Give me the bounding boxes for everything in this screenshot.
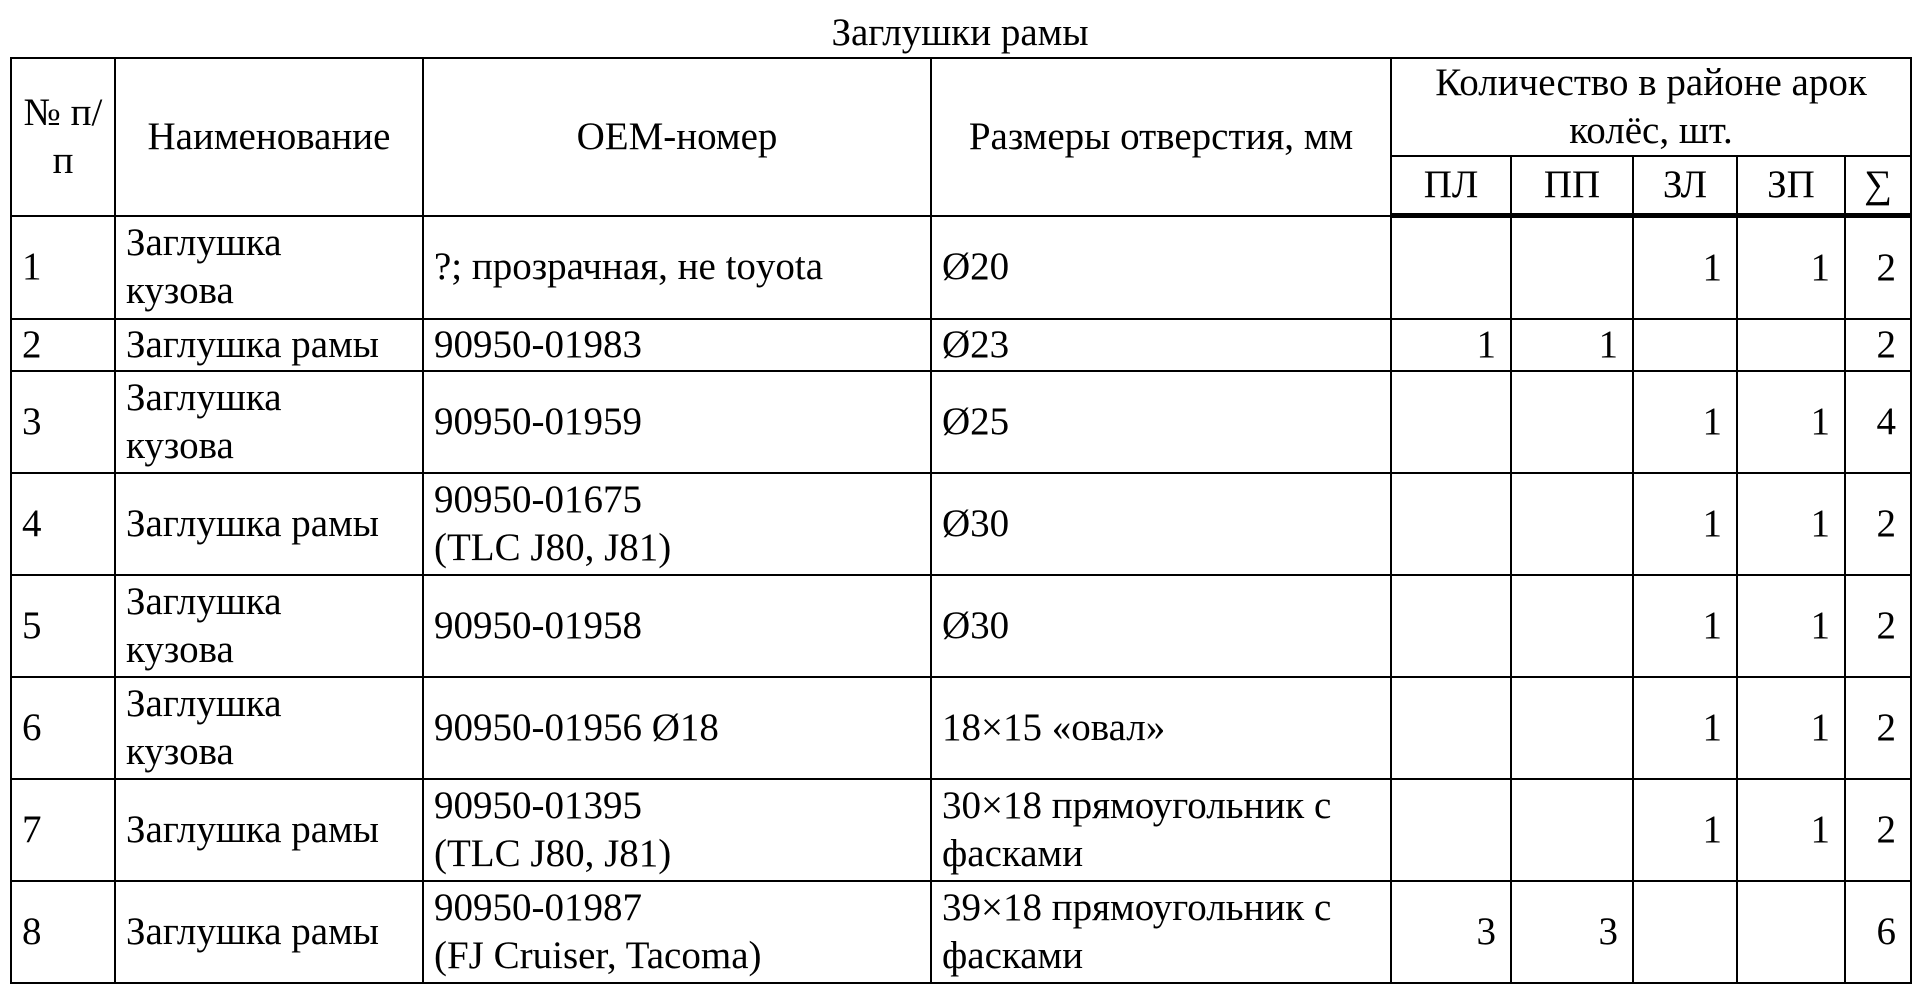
table-row xyxy=(11,881,1911,983)
row-hole-size: 39×18 прямоугольник с фасками xyxy=(931,881,1391,983)
row-index: 8 xyxy=(11,881,115,983)
row-name: Заглушка кузова xyxy=(115,677,423,779)
header-quantity-group: Количество в районе арок колёс, шт. xyxy=(1391,58,1911,156)
row-qty-pl xyxy=(1391,216,1511,320)
row-oem-number: 90950-01987 (FJ Cruiser, Tacoma) xyxy=(423,881,931,983)
row-hole-size: Ø20 xyxy=(931,216,1391,320)
row-oem-number: 90950-01983 xyxy=(423,319,931,371)
row-hole-size: 18×15 «овал» xyxy=(931,677,1391,779)
header-name: Наименование xyxy=(115,58,423,216)
row-name: Заглушка рамы xyxy=(115,779,423,881)
row-qty-pl xyxy=(1391,473,1511,575)
row-hole-size: 30×18 прямоугольник с фасками xyxy=(931,779,1391,881)
row-name: Заглушка рамы xyxy=(115,473,423,575)
row-qty-zl xyxy=(1633,881,1737,983)
row-qty-pl: 1 xyxy=(1391,319,1511,371)
row-index: 6 xyxy=(11,677,115,779)
row-index: 7 xyxy=(11,779,115,881)
header-oem: OEM-номер xyxy=(423,58,931,216)
row-qty-zp: 1 xyxy=(1737,575,1845,677)
row-qty-zp: 1 xyxy=(1737,216,1845,320)
row-index: 5 xyxy=(11,575,115,677)
row-qty-pp: 1 xyxy=(1511,319,1633,371)
row-hole-size: Ø30 xyxy=(931,575,1391,677)
row-oem-number: 90950-01958 xyxy=(423,575,931,677)
row-hole-size: Ø23 xyxy=(931,319,1391,371)
table-caption: Заглушки рамы xyxy=(831,11,1089,54)
table-row xyxy=(11,473,1911,575)
row-qty-pl: 3 xyxy=(1391,881,1511,983)
row-qty-zp: 1 xyxy=(1737,779,1845,881)
row-name: Заглушка кузова xyxy=(115,575,423,677)
row-qty-sum: 2 xyxy=(1845,575,1911,677)
row-qty-zp xyxy=(1737,881,1845,983)
header-index: № п/п xyxy=(11,58,115,216)
row-qty-zp: 1 xyxy=(1737,473,1845,575)
table-row xyxy=(11,779,1911,881)
header-qty-zl: ЗЛ xyxy=(1633,156,1737,216)
header-qty-pl: ПЛ xyxy=(1391,156,1511,216)
row-qty-zl xyxy=(1633,319,1737,371)
row-qty-pp xyxy=(1511,371,1633,473)
row-qty-pl xyxy=(1391,677,1511,779)
row-name: Заглушка кузова xyxy=(115,371,423,473)
row-qty-pl xyxy=(1391,575,1511,677)
row-index: 3 xyxy=(11,371,115,473)
row-qty-pp xyxy=(1511,216,1633,320)
row-qty-zp xyxy=(1737,319,1845,371)
row-qty-pl xyxy=(1391,779,1511,881)
row-qty-sum: 2 xyxy=(1845,473,1911,575)
row-oem-number: 90950-01395 (TLC J80, J81) xyxy=(423,779,931,881)
header-qty-sum: ∑ xyxy=(1845,156,1911,216)
row-qty-sum: 6 xyxy=(1845,881,1911,983)
row-qty-zl: 1 xyxy=(1633,677,1737,779)
row-qty-sum: 2 xyxy=(1845,779,1911,881)
row-hole-size: Ø25 xyxy=(931,371,1391,473)
row-qty-pp xyxy=(1511,473,1633,575)
row-qty-zl: 1 xyxy=(1633,779,1737,881)
row-qty-zl: 1 xyxy=(1633,575,1737,677)
table-row xyxy=(11,319,1911,371)
row-qty-sum: 2 xyxy=(1845,677,1911,779)
row-qty-zp: 1 xyxy=(1737,677,1845,779)
header-qty-zp: ЗП xyxy=(1737,156,1845,216)
row-name: Заглушка рамы xyxy=(115,319,423,371)
table-row xyxy=(11,371,1911,473)
row-hole-size: Ø30 xyxy=(931,473,1391,575)
row-index: 1 xyxy=(11,216,115,320)
row-qty-sum: 4 xyxy=(1845,371,1911,473)
row-oem-number: 90950-01675 (TLC J80, J81) xyxy=(423,473,931,575)
table-row xyxy=(11,216,1911,320)
row-qty-sum: 2 xyxy=(1845,216,1911,320)
table-row xyxy=(11,575,1911,677)
row-index: 2 xyxy=(11,319,115,371)
row-qty-pp xyxy=(1511,779,1633,881)
row-name: Заглушка рамы xyxy=(115,881,423,983)
row-qty-pp xyxy=(1511,575,1633,677)
row-qty-zl: 1 xyxy=(1633,216,1737,320)
row-qty-pl xyxy=(1391,371,1511,473)
row-qty-sum: 2 xyxy=(1845,319,1911,371)
row-qty-zl: 1 xyxy=(1633,473,1737,575)
row-name: Заглушка кузова xyxy=(115,216,423,320)
row-qty-zl: 1 xyxy=(1633,371,1737,473)
row-oem-number: 90950-01959 xyxy=(423,371,931,473)
table-row xyxy=(11,677,1911,779)
header-qty-pp: ПП xyxy=(1511,156,1633,216)
row-qty-zp: 1 xyxy=(1737,371,1845,473)
header-hole-size: Размеры отверстия, мм xyxy=(931,58,1391,216)
row-qty-pp xyxy=(1511,677,1633,779)
row-qty-pp: 3 xyxy=(1511,881,1633,983)
row-oem-number: ?; прозрачная, не toyota xyxy=(423,216,931,320)
plugs-table xyxy=(10,57,1912,984)
row-oem-number: 90950-01956 Ø18 xyxy=(423,677,931,779)
row-index: 4 xyxy=(11,473,115,575)
